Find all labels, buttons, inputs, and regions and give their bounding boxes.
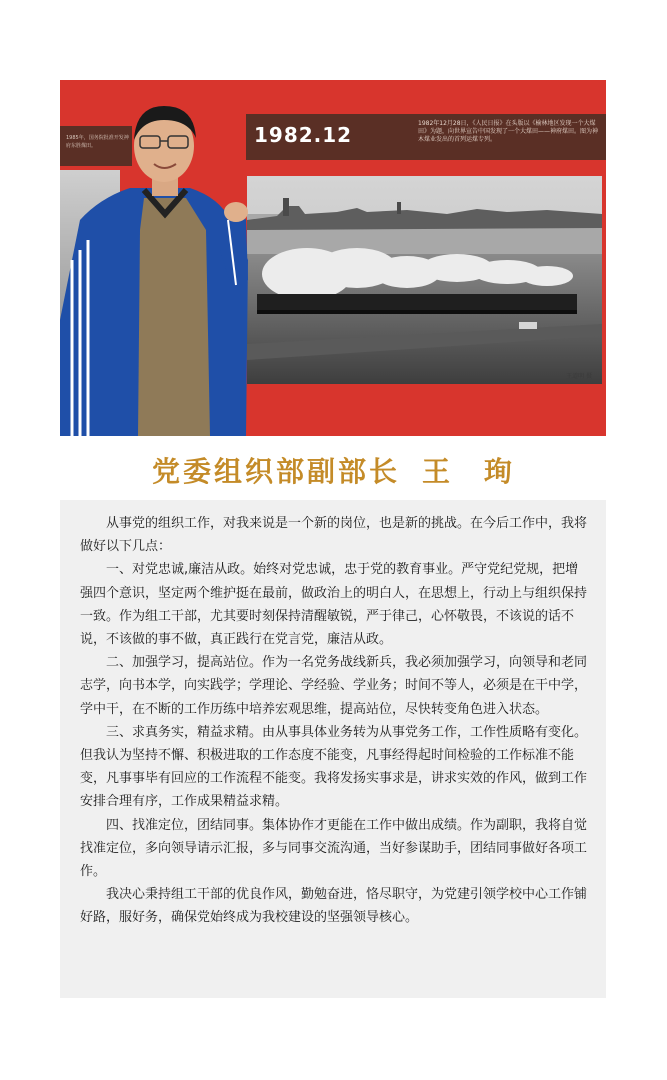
person-figure [60, 80, 606, 436]
title-name: 王 珣 [422, 455, 516, 488]
paragraph-intro: 从事党的组织工作，对我来说是一个新的岗位，也是新的挑战。在今后工作中，我将做好以下几点： [80, 516, 588, 555]
statement-body [80, 512, 588, 930]
paragraph-point-2: 二、加强学习，提高站位。作为一名党务战线新兵，我必须加强学习，向领导和老同志学，向书本学，向实践学；学理论、学经验、学业务；时间不等人，必须是在干中学，学中干，在不断的工作历练中培养宏观思维，提高站位，尽快转变角色进入状态。 [80, 655, 588, 717]
title-role: 党委组织部副部长 [151, 455, 400, 488]
paragraph-point-1: 一、对党忠诚,廉洁从政。始终对党忠诚，忠于党的教育事业。严守党纪党规，把增强四个意识，坚定两个维护挺在最前，做政治上的明白人，在思想上，行动上与组织保持一致。作为组工干部，尤其要时刻保持清醒敏锐，严于律己，心怀敬畏，不该说的话不说，不该做的事不做，真正践行在党言党，廉洁从政。 [80, 562, 588, 648]
page-title [0, 450, 667, 490]
paragraph-point-3: 三、求真务实，精益求精。由从事具体业务转为从事党务工作，工作性质略有变化。但我认为坚持不懈、积极进取的工作态度不能变，凡事经得起时间检验的工作标准不能变，凡事事毕有回应的工作流程不能变。我将发扬实事求是，讲求实效的作风，做到工作安排合理有序，工作成果精益求精。 [80, 724, 588, 810]
portrait-photo [60, 80, 606, 436]
photo-credit: 王道明 摄 [566, 373, 592, 380]
exhibit-caption: 1982年12月28日，《人民日报》在头版以《榆林地区发现一个大煤田》为题，向世界宣告中国发现了一个大煤田——神府煤田。图为神木煤业发出的首列运煤专列。 [418, 120, 599, 143]
statement-panel [60, 500, 606, 998]
paragraph-conclusion: 我决心秉持组工干部的优良作风，勤勉奋进，恪尽职守，为党建引领学校中心工作铺好路，服好务，确保党始终成为我校建设的坚强领导核心。 [80, 887, 588, 926]
left-exhibit-caption: 1985年，国务院批准开发神府东胜煤田。 [66, 135, 129, 149]
exhibit-year: 1982.12 [254, 123, 353, 147]
paragraph-point-4: 四、找准定位，团结同事。集体协作才更能在工作中做出成绩。作为副职，我将自觉找准定位，多向领导请示汇报，多与同事交流沟通，当好参谋助手，团结同事做好各项工作。 [80, 817, 588, 880]
